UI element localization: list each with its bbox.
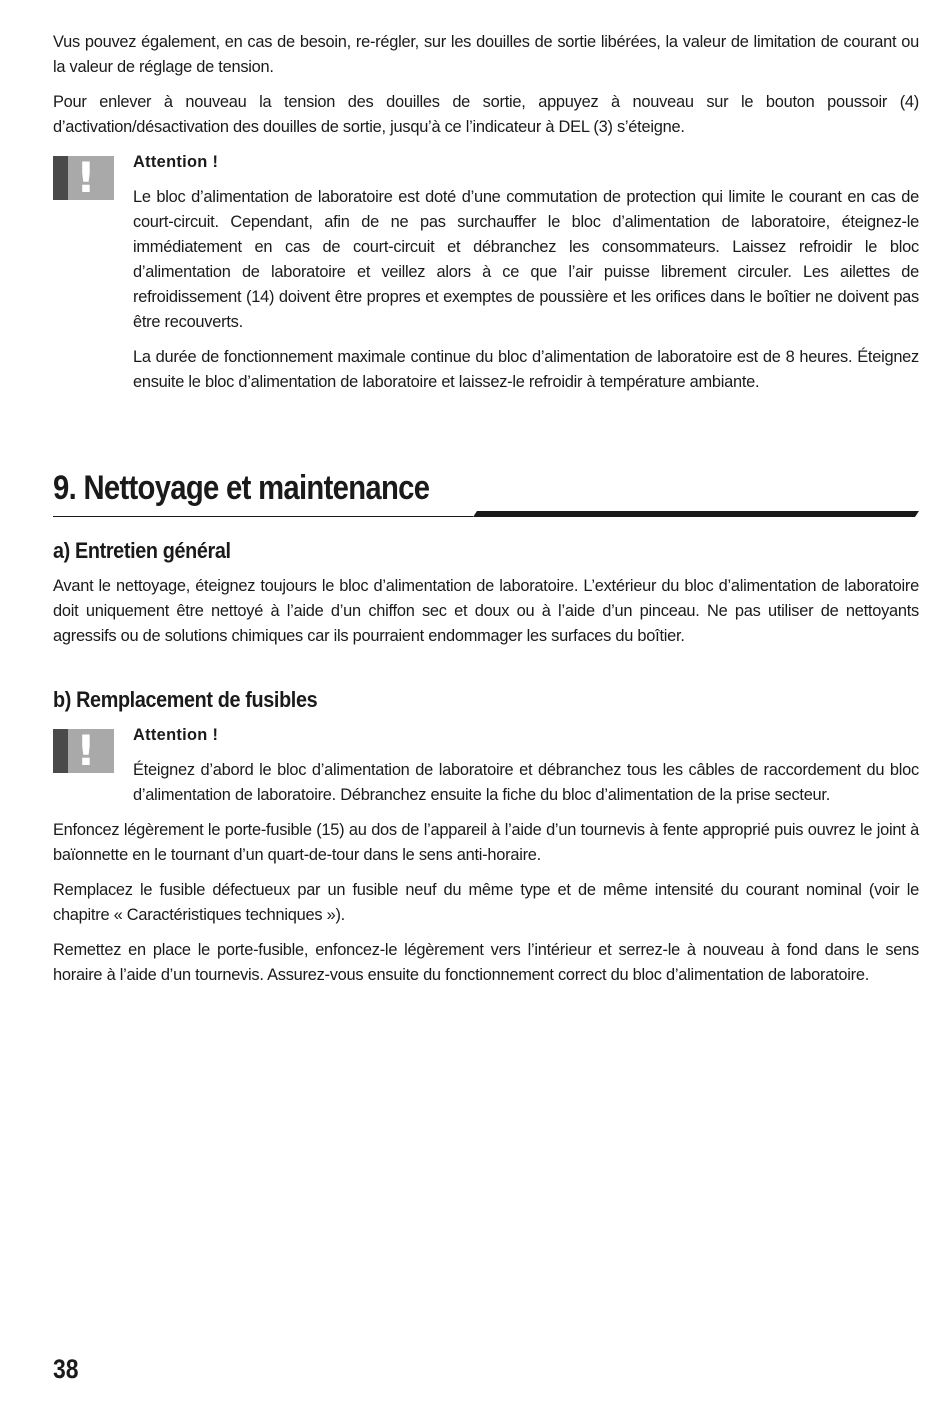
warning-paragraph-1: Le bloc d’alimentation de laboratoire est doté d’une commutation de protection qui limite le courant en cas de court-circuit. Cependant, afin de ne pas surchauffer le bloc d’alimentation de laboratoire, éteignez-le immédiatement en cas de court-circuit et débranchez les consommateurs. Laissez refroidir le bloc d’alimentation de laboratoire et veillez alors à ce que l’air puisse librement circuler. Les ailettes de refroidissement (14) doivent être propres et exemptes de poussière et les orifices dans le boîtier ne doivent pas être recouverts.	[133, 188, 919, 331]
warning-title: Attention !	[133, 726, 219, 744]
warning-title: Attention !	[133, 153, 219, 171]
warning-paragraph: Éteignez d’abord le bloc d’alimentation de laboratoire et débranchez tous les câbles de raccordement du bloc d’alimentation de laboratoire. Débranchez ensuite la fiche du bloc d’alimentation de la prise secteur.	[133, 761, 919, 804]
subsection-b-paragraph-3: Remettez en place le porte-fusible, enfoncez-le légèrement vers l’intérieur et serrez-le à nouveau à fond dans le sens horaire à l’aide d’un tournevis. Assurez-vous ensuite du fonctionnement correct du bloc d’alimentation de laboratoire.	[53, 941, 919, 984]
subsection-b-paragraph-2: Remplacez le fusible défectueux par un fusible neuf du même type et de même intensité du courant nominal (voir le chapitre « Caractéristiques techniques »).	[53, 881, 919, 924]
exclamation-warning-icon: !	[53, 729, 114, 773]
section-underline	[53, 516, 473, 517]
section-rule	[473, 511, 919, 517]
intro-paragraph-2: Pour enlever à nouveau la tension des douilles de sortie, appuyez à nouveau sur le bouton poussoir (4) d’activation/désactivation des douilles de sortie, jusqu’à ce l’indicateur à DEL (3) s’éteigne.	[53, 93, 919, 136]
warning-paragraph-2: La durée de fonctionnement maximale continue du bloc d’alimentation de laboratoire est de 8 heures. Éteignez ensuite le bloc d’alimentation de laboratoire et laissez-le refroidir à température ambiante.	[133, 348, 919, 391]
warning-block-2	[53, 723, 919, 808]
intro-paragraph-1: Vus pouvez également, en cas de besoin, re-régler, sur les douilles de sortie libérées, la valeur de limitation de courant ou la valeur de réglage de tension.	[53, 33, 919, 76]
warning-block-1	[53, 150, 919, 395]
subsection-b-title: b) Remplacement de fusibles	[53, 687, 318, 712]
section-heading	[53, 468, 919, 518]
subsection-a-paragraph: Avant le nettoyage, éteignez toujours le bloc d’alimentation de laboratoire. L’extérieur du bloc d’alimentation de laboratoire doit uniquement être nettoyé à l’aide d’un chiffon sec et doux ou à l’aide d’un pinceau. Ne pas utiliser de nettoyants agressifs ou de solutions chimiques car ils pourraient endommager les surfaces du boîtier.	[53, 577, 919, 645]
page-content	[53, 30, 919, 998]
exclamation-warning-icon: !	[53, 156, 114, 200]
subsection-b-paragraph-1: Enfoncez légèrement le porte-fusible (15) au dos de l’appareil à l’aide d’un tournevis à fente approprié puis ouvrez le joint à baïonnette en le tournant d’un quart-de-tour dans le sens anti-horaire.	[53, 821, 919, 864]
page-number: 38	[53, 1354, 79, 1384]
section-title: 9. Nettoyage et maintenance	[53, 469, 430, 507]
subsection-a-title: a) Entretien général	[53, 538, 231, 563]
